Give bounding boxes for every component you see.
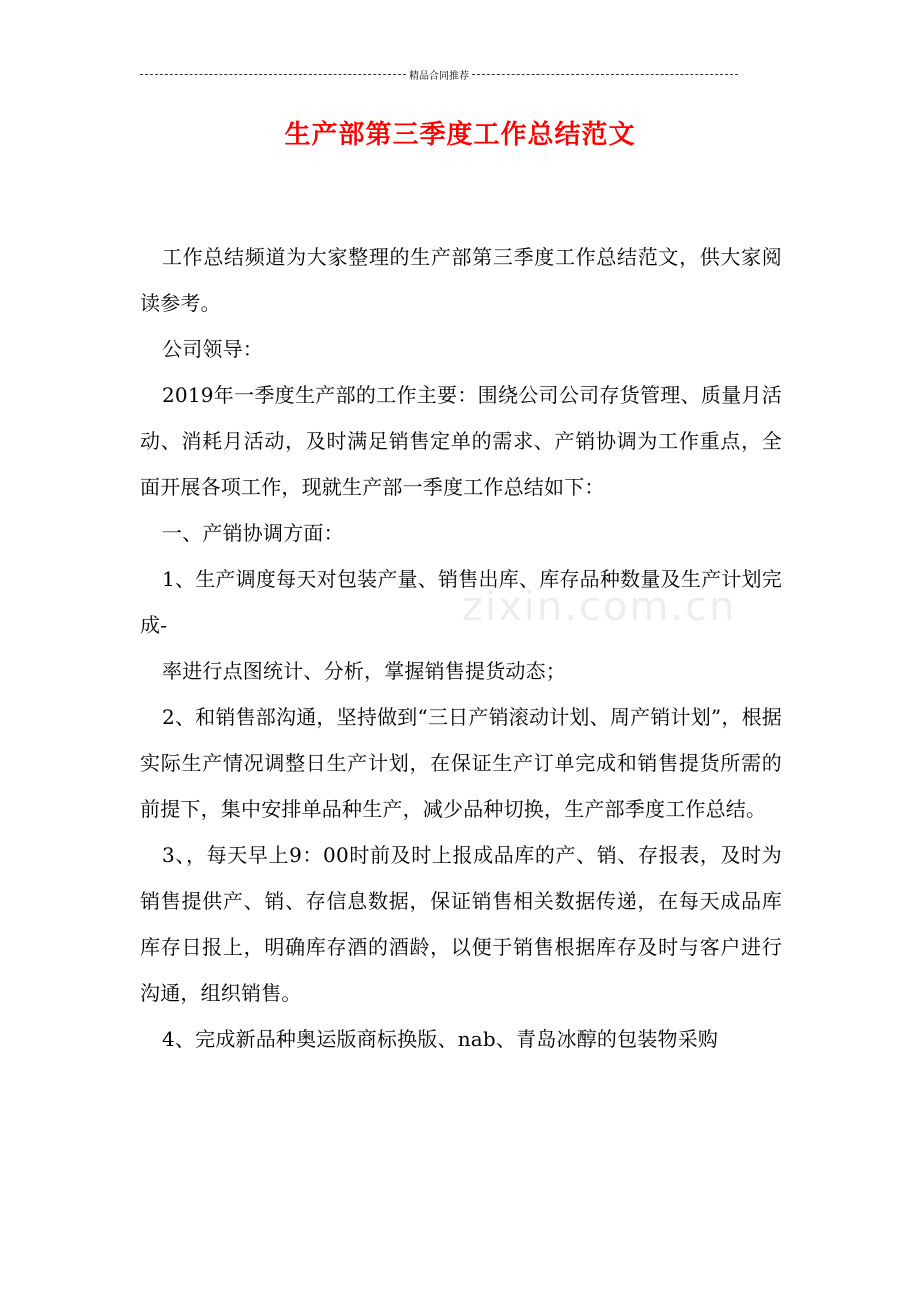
paragraph-item-1-continued: 率进行点图统计、分析，掌握销售提货动态； [162,659,566,683]
header-banner [140,64,738,84]
paragraph-item-1: 1、生产调度每天对包装产量、销售出库、库存品种数量及生产计划完成- [140,567,782,637]
paragraph-overview: 2019年一季度生产部的工作主要：围绕公司公司存货管理、质量月活动、消耗月活动，及时满足销售定单的需求、产销协调为工作重点，全面开展各项工作，现就生产部一季度工作总结如下： [140,383,782,499]
paragraph-intro: 工作总结频道为大家整理的生产部第三季度工作总结范文，供大家阅读参考。 [140,245,782,315]
header-label: 精品合同推荐 [409,70,469,82]
paragraph-item-2: 2、和销售部沟通，坚持做到“三日产销滚动计划、周产销计划”，根据实际生产情况调整日生产计划，在保证生产订单完成和销售提货所需的前提下，集中安排单品种生产，减少品种切换，生产部季度工作总结。 [140,705,782,821]
watermark: zixin.com.cn [462,584,737,630]
section-heading: 一、产销协调方面： [162,521,344,545]
paragraph-item-4: 4、完成新品种奥运版商标换版、nab、青岛冰醇的包装物采购 [162,1027,719,1051]
paragraph-salutation: 公司领导： [162,337,263,361]
document-title: 生产部第三季度工作总结范文 [284,120,636,150]
document-body [140,234,782,1062]
header-dash-right [472,74,738,75]
paragraph-item-3: 3、，每天早上9：00时前及时上报成品库的产、销、存报表，及时为销售提供产、销、存信息数据，保证销售相关数据传递，在每天成品库库存日报上，明确库存酒的酒龄，以便于销售根据库存及时与客户进行沟通，组织销售。 [140,843,782,1005]
header-dash-left [140,74,406,75]
